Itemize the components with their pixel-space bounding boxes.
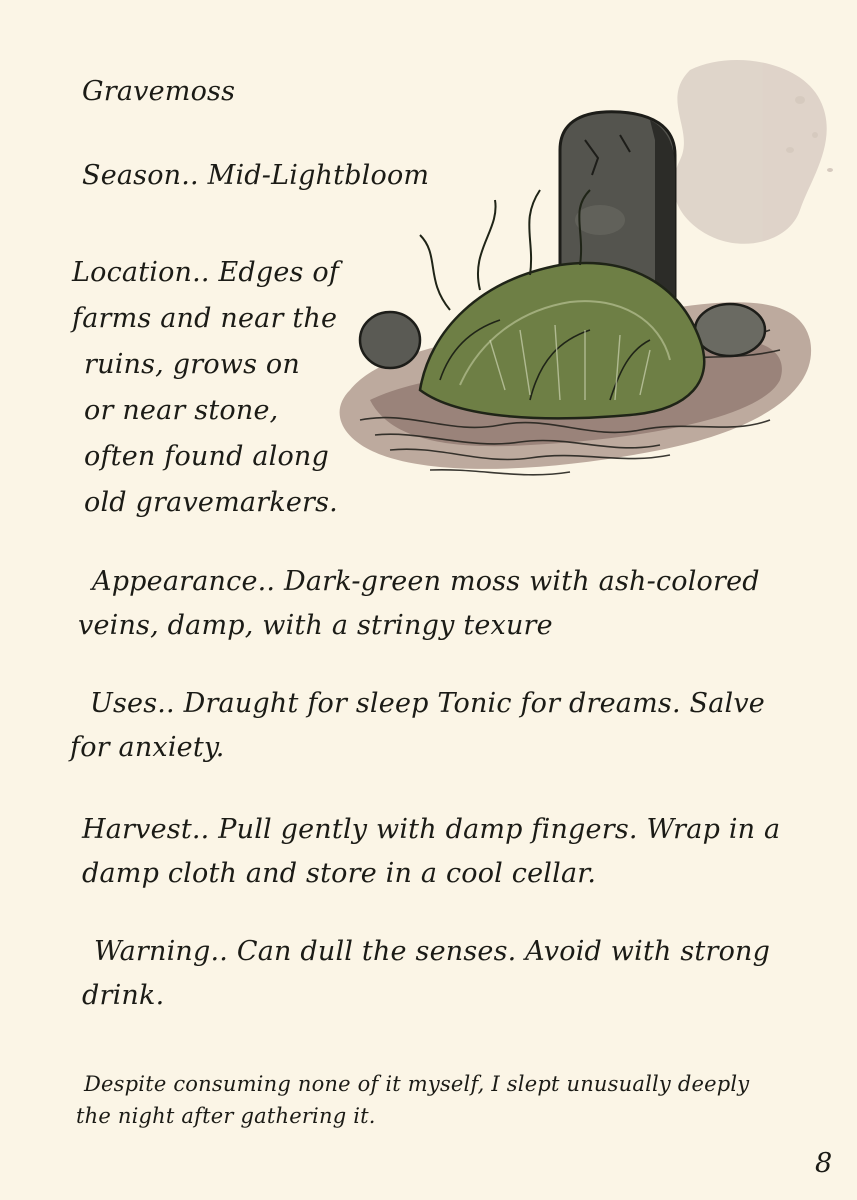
gravemoss-illustration	[330, 40, 850, 510]
location-text	[72, 250, 339, 526]
warning-text	[82, 930, 770, 1018]
location-line: ruins, grows on	[84, 349, 300, 380]
journal-note	[76, 1068, 749, 1132]
page-number: 8	[815, 1148, 833, 1179]
season-text: Season.. Mid-Lightbloom	[82, 160, 430, 191]
uses-text	[70, 682, 765, 770]
note-line: Despite consuming none of it myself, I slept unusually deeply	[84, 1072, 750, 1096]
appearance-line: Appearance.. Dark-green moss with ash-colored	[92, 566, 760, 597]
appearance-line: veins, damp, with a stringy texure	[78, 610, 553, 641]
warning-line: Warning.. Can dull the senses. Avoid with strong	[94, 936, 771, 967]
note-line: the night after gathering it.	[76, 1104, 376, 1128]
location-line: farms and near the	[72, 303, 338, 334]
location-line: often found along	[84, 441, 330, 472]
location-line: or near stone,	[84, 395, 279, 426]
harvest-text	[82, 808, 780, 896]
harvest-line: Harvest.. Pull gently with damp fingers. Wrap in a	[82, 814, 781, 845]
appearance-text	[78, 560, 760, 648]
uses-line: Uses.. Draught for sleep Tonic for dreams. Salve	[90, 688, 765, 719]
harvest-line: damp cloth and store in a cool cellar.	[82, 858, 597, 889]
warning-line: drink.	[82, 980, 165, 1011]
location-line: Location.. Edges of	[72, 257, 340, 288]
ink-stain	[674, 60, 833, 244]
entry-title: Gravemoss	[82, 76, 236, 107]
uses-line: for anxiety.	[70, 732, 225, 763]
location-line: old gravemarkers.	[84, 487, 338, 518]
